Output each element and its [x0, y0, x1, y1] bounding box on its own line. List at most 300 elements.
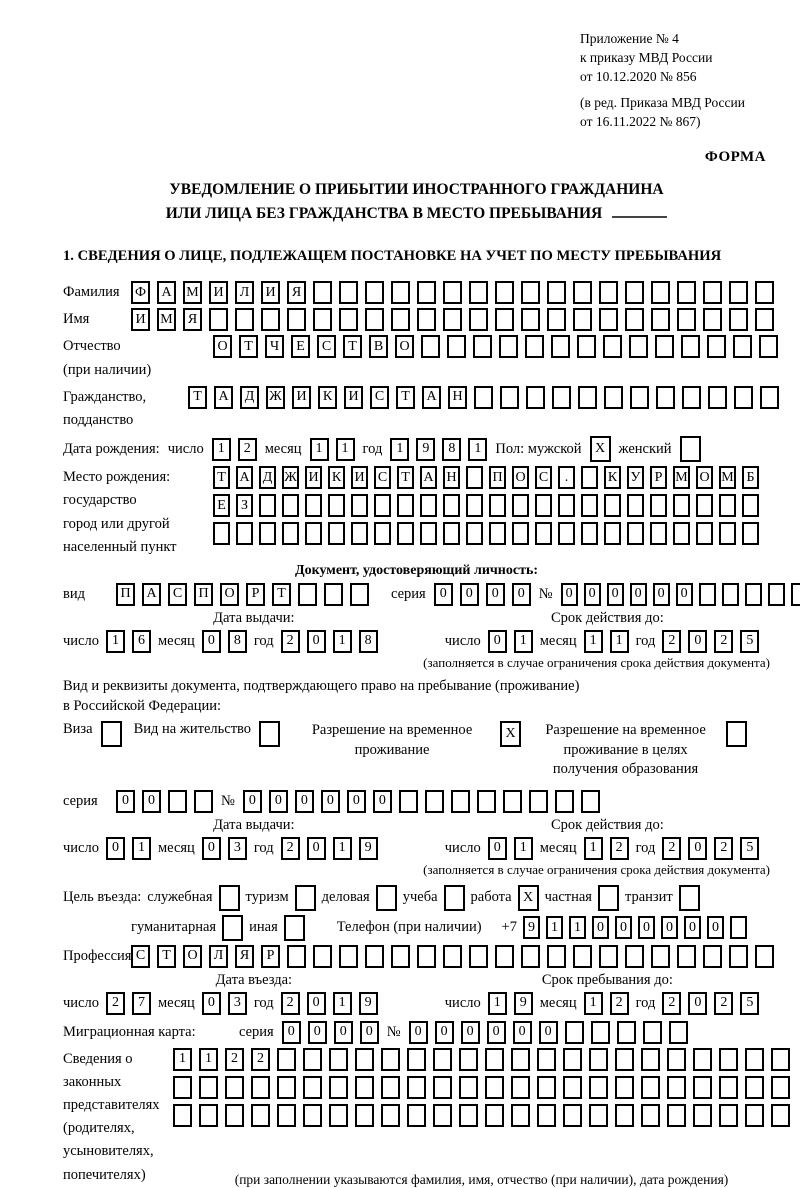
form-cell[interactable]	[433, 1104, 452, 1127]
form-cell[interactable]: С	[370, 386, 389, 409]
form-cell[interactable]: М	[183, 281, 202, 304]
form-cell[interactable]: И	[209, 281, 228, 304]
form-cell[interactable]: .	[558, 466, 575, 489]
form-cell[interactable]	[485, 1076, 504, 1099]
form-cell[interactable]: 6	[132, 630, 151, 653]
form-cell[interactable]: О	[395, 335, 414, 358]
form-cell[interactable]: 1	[106, 630, 125, 653]
form-cell[interactable]	[563, 1048, 582, 1071]
form-cell[interactable]: X	[500, 721, 521, 747]
form-cell[interactable]: Т	[343, 335, 362, 358]
form-cell[interactable]	[703, 281, 722, 304]
form-cell[interactable]	[374, 494, 391, 517]
form-cell[interactable]	[603, 335, 622, 358]
form-cell[interactable]: 0	[460, 583, 479, 606]
form-cell[interactable]	[552, 386, 571, 409]
form-cell[interactable]: Т	[157, 945, 176, 968]
form-cell[interactable]: Е	[213, 494, 230, 517]
form-cell[interactable]	[473, 335, 492, 358]
form-cell[interactable]: 0	[653, 583, 670, 606]
form-cell[interactable]: С	[374, 466, 391, 489]
form-cell[interactable]	[287, 945, 306, 968]
form-cell[interactable]	[277, 1076, 296, 1099]
form-cell[interactable]: М	[157, 308, 176, 331]
form-cell[interactable]: И	[351, 466, 368, 489]
form-cell[interactable]: 0	[434, 583, 453, 606]
form-cell[interactable]	[194, 790, 213, 813]
form-cell[interactable]	[512, 522, 529, 545]
form-cell[interactable]	[547, 308, 566, 331]
form-cell[interactable]: И	[344, 386, 363, 409]
form-cell[interactable]: И	[305, 466, 322, 489]
form-cell[interactable]	[651, 945, 670, 968]
form-cell[interactable]	[459, 1076, 478, 1099]
form-cell[interactable]	[680, 436, 701, 462]
form-cell[interactable]: 0	[688, 630, 707, 653]
form-cell[interactable]: 2	[714, 837, 733, 860]
form-cell[interactable]	[535, 494, 552, 517]
form-cell[interactable]	[745, 1048, 764, 1071]
form-cell[interactable]	[726, 721, 747, 747]
form-cell[interactable]: 1	[333, 630, 352, 653]
form-cell[interactable]	[282, 522, 299, 545]
form-cell[interactable]	[729, 281, 748, 304]
form-cell[interactable]	[729, 945, 748, 968]
form-cell[interactable]	[444, 885, 465, 911]
form-cell[interactable]	[499, 335, 518, 358]
form-cell[interactable]	[391, 281, 410, 304]
form-cell[interactable]: 3	[228, 837, 247, 860]
form-cell[interactable]: 8	[442, 438, 461, 461]
form-cell[interactable]	[627, 494, 644, 517]
form-cell[interactable]	[791, 583, 800, 606]
form-cell[interactable]	[771, 1048, 790, 1071]
form-cell[interactable]	[651, 281, 670, 304]
form-cell[interactable]	[350, 583, 369, 606]
form-cell[interactable]: 2	[225, 1048, 244, 1071]
form-cell[interactable]	[682, 386, 701, 409]
form-cell[interactable]: 0	[321, 790, 340, 813]
form-cell[interactable]	[512, 494, 529, 517]
form-cell[interactable]	[615, 1104, 634, 1127]
form-cell[interactable]: 0	[486, 583, 505, 606]
form-cell[interactable]	[447, 335, 466, 358]
form-cell[interactable]: Ч	[265, 335, 284, 358]
form-cell[interactable]: 0	[142, 790, 161, 813]
form-cell[interactable]	[627, 522, 644, 545]
form-cell[interactable]	[225, 1104, 244, 1127]
form-cell[interactable]	[355, 1076, 374, 1099]
form-cell[interactable]: 1	[173, 1048, 192, 1071]
form-cell[interactable]	[673, 522, 690, 545]
form-cell[interactable]	[365, 945, 384, 968]
form-cell[interactable]	[339, 308, 358, 331]
form-cell[interactable]: Д	[240, 386, 259, 409]
form-cell[interactable]: О	[183, 945, 202, 968]
form-cell[interactable]	[303, 1048, 322, 1071]
form-cell[interactable]	[259, 494, 276, 517]
form-cell[interactable]	[629, 335, 648, 358]
form-cell[interactable]: 2	[281, 837, 300, 860]
form-cell[interactable]: А	[236, 466, 253, 489]
form-cell[interactable]	[598, 885, 619, 911]
form-cell[interactable]: 0	[615, 916, 632, 939]
form-cell[interactable]	[734, 386, 753, 409]
form-cell[interactable]	[500, 386, 519, 409]
form-cell[interactable]	[760, 386, 779, 409]
form-cell[interactable]: О	[213, 335, 232, 358]
form-cell[interactable]: 9	[359, 992, 378, 1015]
form-cell[interactable]	[625, 308, 644, 331]
form-cell[interactable]	[303, 1076, 322, 1099]
form-cell[interactable]	[729, 308, 748, 331]
form-cell[interactable]	[235, 308, 254, 331]
form-cell[interactable]: 0	[116, 790, 135, 813]
form-cell[interactable]	[425, 790, 444, 813]
form-cell[interactable]: Р	[246, 583, 265, 606]
form-cell[interactable]: П	[116, 583, 135, 606]
form-cell[interactable]	[581, 466, 598, 489]
form-cell[interactable]	[525, 335, 544, 358]
form-cell[interactable]: 0	[487, 1021, 506, 1044]
form-cell[interactable]	[565, 1021, 584, 1044]
form-cell[interactable]	[655, 335, 674, 358]
form-cell[interactable]: 1	[569, 916, 586, 939]
form-cell[interactable]	[173, 1076, 192, 1099]
form-cell[interactable]	[287, 308, 306, 331]
form-cell[interactable]	[168, 790, 187, 813]
form-cell[interactable]	[677, 281, 696, 304]
form-cell[interactable]: 2	[714, 992, 733, 1015]
form-cell[interactable]	[351, 522, 368, 545]
form-cell[interactable]	[537, 1048, 556, 1071]
form-cell[interactable]: Р	[650, 466, 667, 489]
form-cell[interactable]	[578, 386, 597, 409]
form-cell[interactable]	[681, 335, 700, 358]
form-cell[interactable]	[489, 522, 506, 545]
form-cell[interactable]	[589, 1048, 608, 1071]
form-cell[interactable]: 0	[202, 630, 221, 653]
form-cell[interactable]	[768, 583, 785, 606]
form-cell[interactable]	[719, 1076, 738, 1099]
form-cell[interactable]	[485, 1048, 504, 1071]
form-cell[interactable]	[397, 522, 414, 545]
form-cell[interactable]: К	[604, 466, 621, 489]
form-cell[interactable]: 0	[282, 1021, 301, 1044]
form-cell[interactable]: 5	[740, 992, 759, 1015]
form-cell[interactable]	[222, 915, 243, 941]
form-cell[interactable]: А	[214, 386, 233, 409]
form-cell[interactable]	[599, 281, 618, 304]
form-cell[interactable]	[625, 281, 644, 304]
form-cell[interactable]	[477, 790, 496, 813]
form-cell[interactable]: Т	[188, 386, 207, 409]
form-cell[interactable]	[328, 494, 345, 517]
form-cell[interactable]	[351, 494, 368, 517]
form-cell[interactable]	[581, 790, 600, 813]
form-cell[interactable]: Ж	[282, 466, 299, 489]
form-cell[interactable]: 1	[584, 837, 603, 860]
form-cell[interactable]: 0	[269, 790, 288, 813]
form-cell[interactable]	[466, 466, 483, 489]
form-cell[interactable]: Т	[213, 466, 230, 489]
form-cell[interactable]: 0	[688, 992, 707, 1015]
form-cell[interactable]	[630, 386, 649, 409]
form-cell[interactable]	[771, 1076, 790, 1099]
form-cell[interactable]	[693, 1104, 712, 1127]
form-cell[interactable]: О	[512, 466, 529, 489]
form-cell[interactable]: 0	[488, 837, 507, 860]
form-cell[interactable]: 2	[662, 992, 681, 1015]
form-cell[interactable]: 1	[333, 992, 352, 1015]
form-cell[interactable]: Л	[235, 281, 254, 304]
form-cell[interactable]	[459, 1104, 478, 1127]
form-cell[interactable]: 1	[390, 438, 409, 461]
form-cell[interactable]	[259, 522, 276, 545]
form-cell[interactable]	[555, 790, 574, 813]
form-cell[interactable]	[650, 494, 667, 517]
form-cell[interactable]	[305, 494, 322, 517]
form-cell[interactable]: 0	[513, 1021, 532, 1044]
form-cell[interactable]	[703, 308, 722, 331]
form-cell[interactable]	[443, 522, 460, 545]
form-cell[interactable]	[641, 1076, 660, 1099]
form-cell[interactable]: 0	[661, 916, 678, 939]
form-cell[interactable]: Т	[396, 386, 415, 409]
form-cell[interactable]	[589, 1104, 608, 1127]
form-cell[interactable]: И	[292, 386, 311, 409]
form-cell[interactable]	[677, 945, 696, 968]
form-cell[interactable]: 1	[488, 992, 507, 1015]
form-cell[interactable]	[251, 1104, 270, 1127]
form-cell[interactable]: Н	[443, 466, 460, 489]
form-cell[interactable]	[489, 494, 506, 517]
form-cell[interactable]	[755, 308, 774, 331]
form-cell[interactable]: 1	[514, 837, 533, 860]
form-cell[interactable]: 0	[688, 837, 707, 860]
form-cell[interactable]: 1	[584, 630, 603, 653]
form-cell[interactable]	[407, 1104, 426, 1127]
form-cell[interactable]	[355, 1104, 374, 1127]
form-cell[interactable]: 0	[307, 630, 326, 653]
form-cell[interactable]	[673, 494, 690, 517]
form-cell[interactable]: Я	[287, 281, 306, 304]
form-cell[interactable]	[417, 308, 436, 331]
form-cell[interactable]	[641, 1048, 660, 1071]
form-cell[interactable]	[759, 335, 778, 358]
form-cell[interactable]: 1	[333, 837, 352, 860]
form-cell[interactable]: 0	[373, 790, 392, 813]
form-cell[interactable]: 7	[132, 992, 151, 1015]
form-cell[interactable]	[374, 522, 391, 545]
form-cell[interactable]: 3	[228, 992, 247, 1015]
form-cell[interactable]	[625, 945, 644, 968]
form-cell[interactable]: 9	[359, 837, 378, 860]
form-cell[interactable]	[667, 1104, 686, 1127]
form-cell[interactable]	[469, 945, 488, 968]
form-cell[interactable]	[581, 494, 598, 517]
form-cell[interactable]	[693, 1048, 712, 1071]
form-cell[interactable]: 2	[714, 630, 733, 653]
form-cell[interactable]: 0	[243, 790, 262, 813]
form-cell[interactable]	[101, 721, 122, 747]
form-cell[interactable]	[282, 494, 299, 517]
form-cell[interactable]: 1	[468, 438, 487, 461]
form-cell[interactable]	[529, 790, 548, 813]
form-cell[interactable]: 1	[610, 630, 629, 653]
form-cell[interactable]: О	[220, 583, 239, 606]
form-cell[interactable]	[277, 1104, 296, 1127]
form-cell[interactable]: 1	[514, 630, 533, 653]
form-cell[interactable]	[703, 945, 722, 968]
form-cell[interactable]	[589, 1076, 608, 1099]
form-cell[interactable]	[443, 494, 460, 517]
form-cell[interactable]: А	[157, 281, 176, 304]
form-cell[interactable]: 1	[310, 438, 329, 461]
form-cell[interactable]	[381, 1076, 400, 1099]
form-cell[interactable]	[213, 522, 230, 545]
form-cell[interactable]: М	[719, 466, 736, 489]
form-cell[interactable]: 5	[740, 837, 759, 860]
form-cell[interactable]	[391, 945, 410, 968]
form-cell[interactable]	[199, 1076, 218, 1099]
form-cell[interactable]: 0	[202, 992, 221, 1015]
form-cell[interactable]	[503, 790, 522, 813]
form-cell[interactable]: 0	[684, 916, 701, 939]
form-cell[interactable]	[521, 308, 540, 331]
form-cell[interactable]: 0	[561, 583, 578, 606]
form-cell[interactable]: 0	[630, 583, 647, 606]
form-cell[interactable]	[604, 494, 621, 517]
form-cell[interactable]: А	[422, 386, 441, 409]
form-cell[interactable]: 0	[488, 630, 507, 653]
form-cell[interactable]	[328, 522, 345, 545]
form-cell[interactable]: 0	[461, 1021, 480, 1044]
form-cell[interactable]: 0	[539, 1021, 558, 1044]
form-cell[interactable]	[295, 885, 316, 911]
form-cell[interactable]	[339, 281, 358, 304]
form-cell[interactable]	[563, 1104, 582, 1127]
form-cell[interactable]: П	[489, 466, 506, 489]
form-cell[interactable]: 0	[307, 837, 326, 860]
form-cell[interactable]	[742, 494, 759, 517]
form-cell[interactable]	[573, 945, 592, 968]
form-cell[interactable]: 1	[199, 1048, 218, 1071]
form-cell[interactable]: Я	[183, 308, 202, 331]
form-cell[interactable]	[730, 916, 747, 939]
form-cell[interactable]	[420, 494, 437, 517]
form-cell[interactable]: 8	[228, 630, 247, 653]
form-cell[interactable]	[469, 281, 488, 304]
form-cell[interactable]	[722, 583, 739, 606]
form-cell[interactable]: 0	[638, 916, 655, 939]
form-cell[interactable]	[391, 308, 410, 331]
form-cell[interactable]	[535, 522, 552, 545]
form-cell[interactable]	[708, 386, 727, 409]
form-cell[interactable]: С	[131, 945, 150, 968]
form-cell[interactable]	[693, 1076, 712, 1099]
form-cell[interactable]: С	[168, 583, 187, 606]
form-cell[interactable]: 2	[106, 992, 125, 1015]
form-cell[interactable]	[219, 885, 240, 911]
form-cell[interactable]	[433, 1076, 452, 1099]
form-cell[interactable]	[251, 1076, 270, 1099]
form-cell[interactable]	[599, 308, 618, 331]
form-cell[interactable]: 0	[334, 1021, 353, 1044]
form-cell[interactable]	[339, 945, 358, 968]
form-cell[interactable]: 8	[359, 630, 378, 653]
form-cell[interactable]: Д	[259, 466, 276, 489]
form-cell[interactable]: 0	[592, 916, 609, 939]
form-cell[interactable]	[495, 308, 514, 331]
form-cell[interactable]: Ж	[266, 386, 285, 409]
form-cell[interactable]: Я	[235, 945, 254, 968]
form-cell[interactable]	[324, 583, 343, 606]
form-cell[interactable]	[277, 1048, 296, 1071]
form-cell[interactable]	[443, 281, 462, 304]
form-cell[interactable]: 0	[409, 1021, 428, 1044]
form-cell[interactable]	[742, 522, 759, 545]
form-cell[interactable]	[284, 915, 305, 941]
form-cell[interactable]: Р	[261, 945, 280, 968]
form-cell[interactable]	[656, 386, 675, 409]
form-cell[interactable]	[615, 1076, 634, 1099]
form-cell[interactable]	[313, 945, 332, 968]
form-cell[interactable]: И	[131, 308, 150, 331]
form-cell[interactable]: А	[142, 583, 161, 606]
form-cell[interactable]	[577, 335, 596, 358]
form-cell[interactable]	[485, 1104, 504, 1127]
form-cell[interactable]: О	[696, 466, 713, 489]
form-cell[interactable]	[365, 308, 384, 331]
form-cell[interactable]	[643, 1021, 662, 1044]
form-cell[interactable]	[173, 1104, 192, 1127]
form-cell[interactable]: 2	[662, 630, 681, 653]
form-cell[interactable]: З	[236, 494, 253, 517]
form-cell[interactable]: 0	[106, 837, 125, 860]
form-cell[interactable]	[469, 308, 488, 331]
form-cell[interactable]: 0	[584, 583, 601, 606]
form-cell[interactable]: П	[194, 583, 213, 606]
form-cell[interactable]	[641, 1104, 660, 1127]
form-cell[interactable]	[537, 1076, 556, 1099]
form-cell[interactable]	[443, 308, 462, 331]
form-cell[interactable]	[667, 1076, 686, 1099]
form-cell[interactable]	[259, 721, 280, 747]
form-cell[interactable]	[719, 1104, 738, 1127]
form-cell[interactable]	[617, 1021, 636, 1044]
form-cell[interactable]	[558, 494, 575, 517]
form-cell[interactable]: 0	[307, 992, 326, 1015]
form-cell[interactable]: И	[261, 281, 280, 304]
form-cell[interactable]: К	[328, 466, 345, 489]
form-cell[interactable]	[537, 1104, 556, 1127]
form-cell[interactable]: У	[627, 466, 644, 489]
form-cell[interactable]	[581, 522, 598, 545]
form-cell[interactable]	[313, 281, 332, 304]
form-cell[interactable]	[677, 308, 696, 331]
form-cell[interactable]: X	[590, 436, 611, 462]
form-cell[interactable]	[604, 522, 621, 545]
form-cell[interactable]: 2	[610, 992, 629, 1015]
form-cell[interactable]: 9	[416, 438, 435, 461]
form-cell[interactable]: Е	[291, 335, 310, 358]
form-cell[interactable]: 0	[607, 583, 624, 606]
form-cell[interactable]: 9	[523, 916, 540, 939]
form-cell[interactable]	[417, 945, 436, 968]
form-cell[interactable]	[303, 1104, 322, 1127]
form-cell[interactable]	[399, 790, 418, 813]
